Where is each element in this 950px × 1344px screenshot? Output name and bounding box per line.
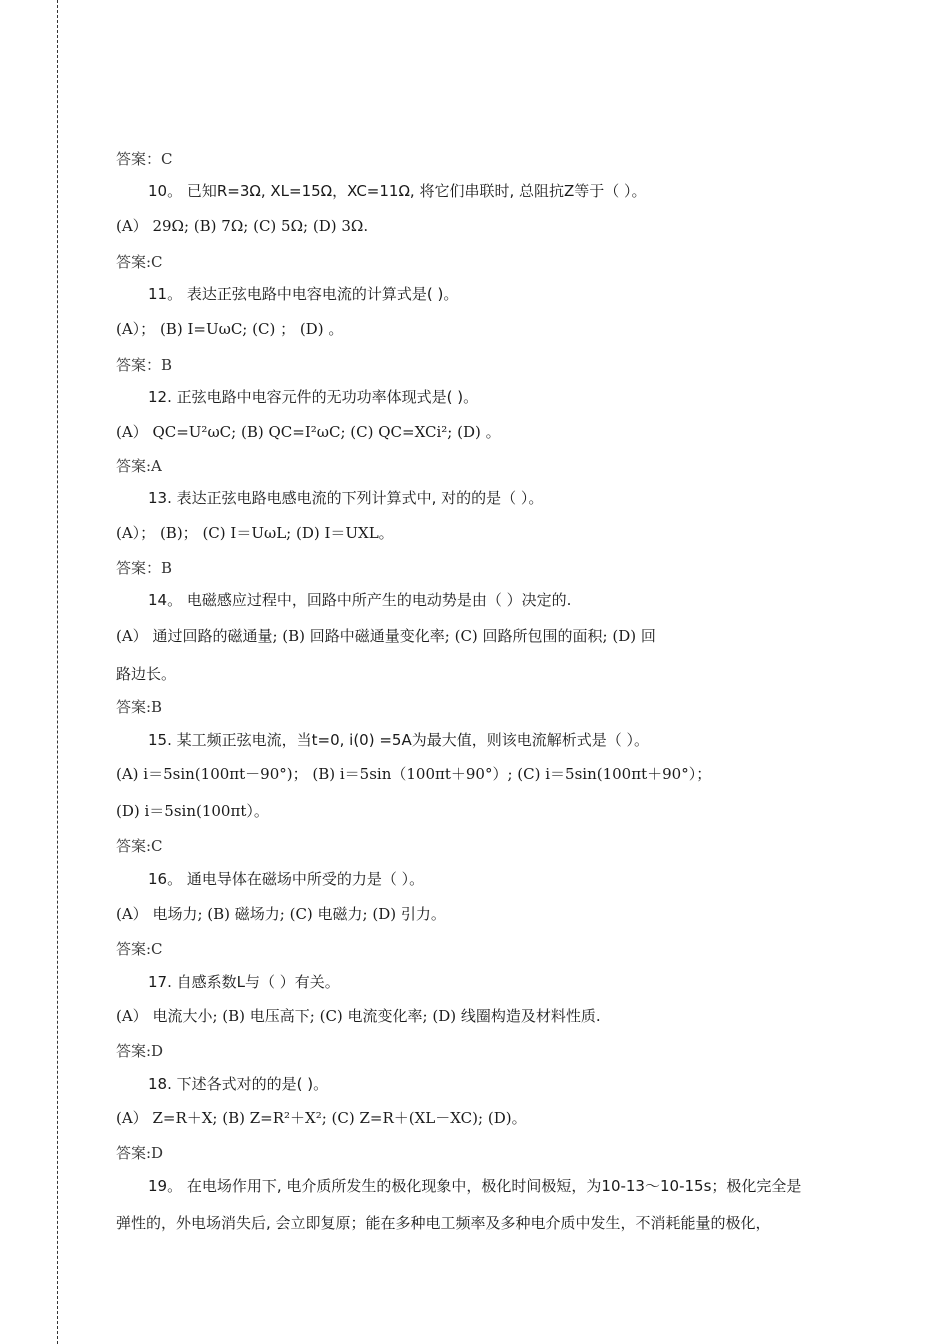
options-15: (A) i＝5sin(100πt－90°)； (B) i＝5sin（100πt＋90°）; (C) i＝5sin(100πt＋90°）； [116,765,712,783]
options-17: (A） 电流大小; (B) 电压高下; (C) 电流变化率; (D) 线圈构造及材料性质. [116,1007,601,1025]
options-14-continued: 路边长。 [116,665,177,683]
options-18: (A） Z=R＋X; (B) Z=R²＋X²; (C) Z=R＋(XL－XC); (D)。 [116,1109,527,1127]
question-13: 13. 表达正弦电路电感电流的下列计算式中, 对的的是（ ）。 [148,489,544,507]
answer-line: 答案：C [116,150,173,168]
options-11: (A）； (B) I=UωC; (C) ； (D) 。 [116,320,344,338]
question-16: 16。 通电导体在磁场中所受的力是（ ）。 [148,870,425,888]
options-16: (A） 电场力; (B) 磁场力; (C) 电磁力; (D) 引力。 [116,905,446,923]
answer-line: 答案:D [116,1144,164,1162]
options-13: (A）； (B)； (C) I＝UωL; (D) I＝UXL。 [116,524,394,542]
answer-line: 答案:A [116,457,162,475]
answer-line: 答案:C [116,253,163,271]
question-10: 10。 已知R=3Ω, XL=15Ω，XC=11Ω, 将它们串联时, 总阻抗Z等于（ ）。 [148,182,647,200]
answer-line: 答案:D [116,1042,164,1060]
answer-line: 答案：B [116,356,173,374]
question-17: 17. 自感系数L与（ ）有关。 [148,973,340,991]
question-19: 19。 在电场作用下, 电介质所发生的极化现象中，极化时间极短，为10-13～10-15s；极化完全是 [148,1177,802,1195]
binding-margin-dashed-line [57,0,58,1344]
question-19-continued: 弹性的，外电场消失后, 会立即复原；能在多种电工频率及多种电介质中发生，不消耗能量的极化， [116,1214,771,1232]
question-18: 18. 下述各式对的的是( )。 [148,1075,329,1093]
options-14: (A） 通过回路的磁通量; (B) 回路中磁通量变化率; (C) 回路所包围的面积; (D) 回 [116,627,656,645]
answer-line: 答案:C [116,940,163,958]
question-12: 12. 正弦电路中电容元件的无功功率体现式是( )。 [148,388,479,406]
question-14: 14。 电磁感应过程中，回路中所产生的电动势是由（ ）决定的. [148,591,572,609]
question-15: 15. 某工频正弦电流，当t=0, i(0) =5A为最大值，则该电流解析式是（ ）。 [148,731,649,749]
options-12: (A） QC=U²ωC; (B) QC=I²ωC; (C) QC=XCi²; (D) 。 [116,423,501,441]
question-11: 11。 表达正弦电路中电容电流的计算式是( )。 [148,285,459,303]
answer-line: 答案:C [116,837,163,855]
answer-line: 答案：B [116,559,173,577]
options-15-continued: (D) i＝5sin(100πt）。 [116,802,269,820]
options-10: (A） 29Ω; (B) 7Ω; (C) 5Ω; (D) 3Ω. [116,217,369,235]
answer-line: 答案:B [116,698,163,716]
